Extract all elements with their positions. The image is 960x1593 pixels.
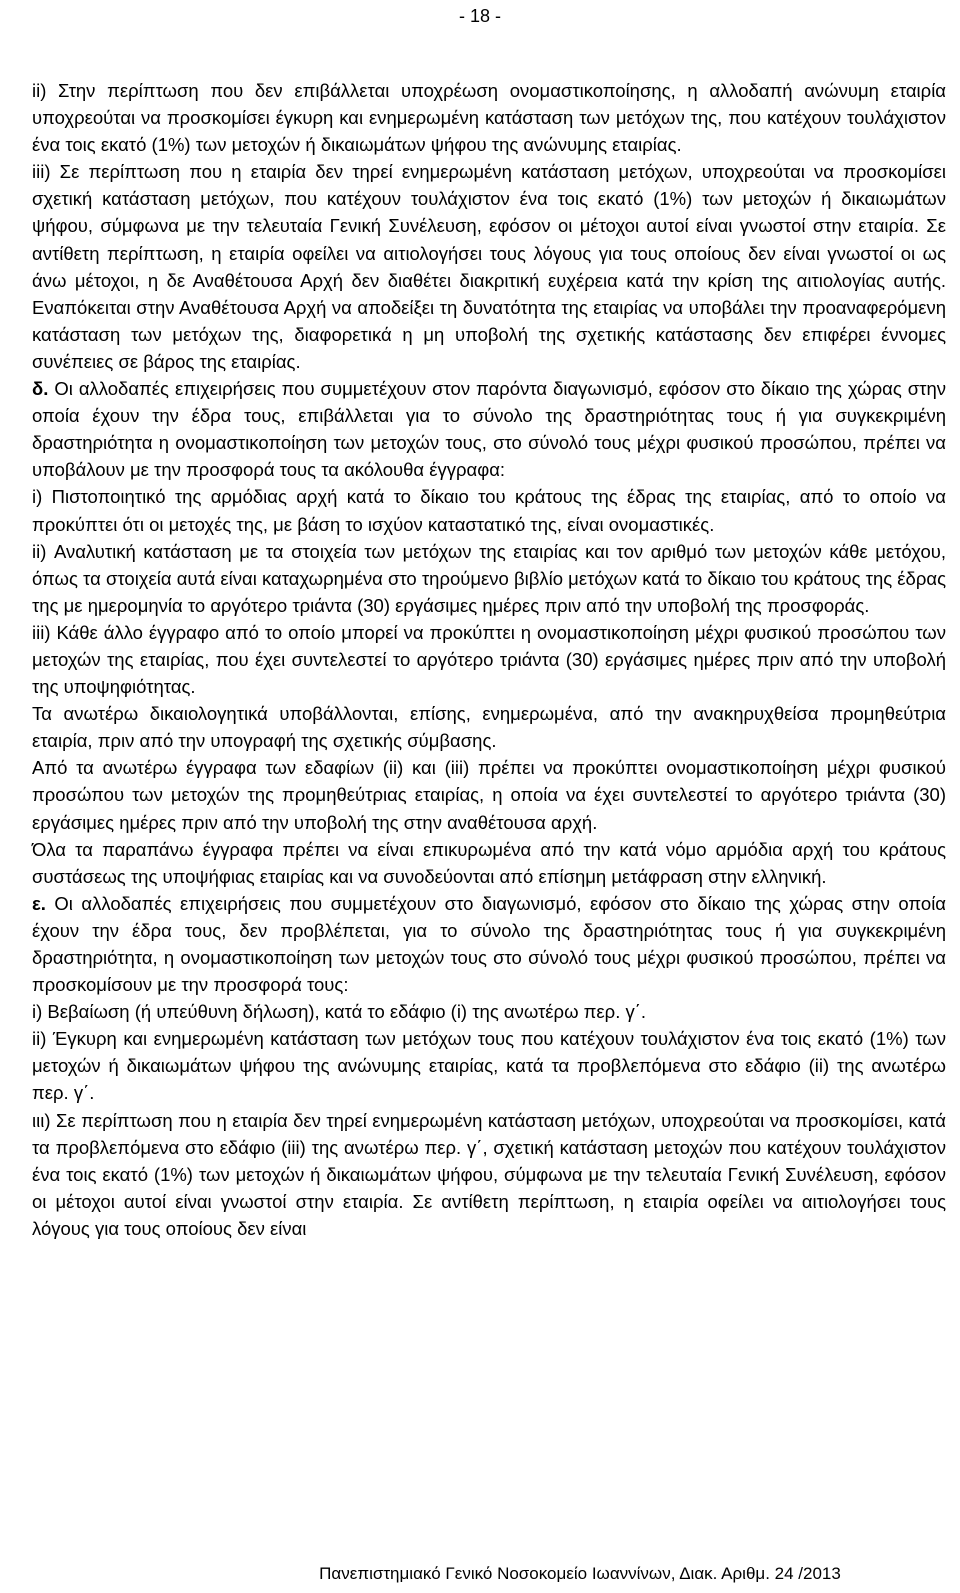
paragraph-d-iii-other-document: iii) Κάθε άλλο έγγραφο από το οποίο μπορεί να προκύπτει η ονομαστικοποίηση μέχρι φυσικού προσώπου των μετοχών της εταιρίας, που έχει συντελεστεί το αργότερο τριάντα (30) εργάσιμες ημέρες πριν από την υποβολή της υποψηφιότητας. — [32, 621, 946, 698]
paragraph-e-foreign-companies — [32, 890, 946, 998]
paragraph-e-ii-shareholder-list: ii) Έγκυρη και ενημερωμένη κατάσταση των μετόχων τους που κατέχουν τουλάχιστον ένα τοις εκατό (1%) των μετοχών ή δικαιωμάτων ψήφου της ανώνυμης εταιρίας, κατά τα προβλεπόμενα στο εδάφιο (ii) της ανωτέρω περ. γ΄. — [32, 1028, 946, 1104]
paragraph-d-i-certificate: i) Πιστοποιητικό της αρμόδιας αρχή κατά το δίκαιο του κράτους της έδρας της εταιρίας, από το οποίο να προκύπτει ότι οι μετοχές της, με βάση το ισχύον καταστατικό της, είναι ονομαστικές. — [32, 486, 946, 535]
paragraph-e-text: Οι αλλοδαπές επιχειρήσεις που συμμετέχουν στο διαγωνισμό, εφόσον στο δίκαιο της χώρας στην οποία έχουν την έδρα τους, δεν προβλέπεται, για το σύνολο της δραστηριότητας τους ή για συγκεκριμένη δραστηριότητα, η ονομαστικοποίηση των μετοχών τους στο σύνολό τους μέχρι φυσικού προσώπου, πρέπει να προσκομίσουν με την προσφορά τους: — [32, 892, 946, 996]
paragraph-naming-requirement: Από τα ανωτέρω έγγραφα των εδαφίων (ii) και (iii) πρέπει να προκύπτει ονομαστικοποίηση μέχρι φυσικού προσώπου των μετοχών της προμηθεύτριας εταιρίας, η οποία να έχει συντελεστεί το αργότερο τριάντα (30) εργάσιμες ημέρες πριν από την υποβολή της στην αναθέτουσα αρχή. — [32, 757, 946, 833]
paragraph-d-text: Οι αλλοδαπές επιχειρήσεις που συμμετέχουν στον παρόντα διαγωνισμό, εφόσον στο δίκαιο της χώρας στην οποία έχουν την έδρα τους, επιβάλλεται για το σύνολο της δραστηριότητας τους ή για συγκεκριμένη δραστηριότητα η ονομαστικοποίηση των μετοχών τους, στο σύνολό τους μέχρι φυσικού προσώπου, πρέπει να υποβάλουν με την προσφορά τους τα ακόλουθα έγγραφα: — [32, 378, 947, 481]
paragraph-certified-translation: Όλα τα παραπάνω έγγραφα πρέπει να είναι επικυρωμένα από την κατά νόμο αρμόδια αρχή του κράτους συστάσεως της υποψήφιας εταιρίας και να συνοδεύονται από επίσημη μετάφραση στην ελληνική. — [32, 838, 946, 887]
paragraph-d-ii-analytical-list: ii) Αναλυτική κατάσταση με τα στοιχεία των μετόχων της εταιρίας και τον αριθμό των μετοχών κάθε μετόχου, όπως τα στοιχεία αυτά είναι καταχωρημένα στο τηρούμενο βιβλίο μετόχων κατά το δίκαιο του κράτους της έδρας της με ημερομηνία το αργότερο τριάντα (30) εργάσιμες ημέρες πριν από την υποβολή της προσφοράς. — [32, 540, 946, 616]
page-number: - 18 - — [458, 6, 501, 26]
section-marker-e: ε. — [32, 892, 46, 914]
paragraph-e-iii-no-register: ιιι) Σε περίπτωση που η εταιρία δεν τηρεί ενημερωμένη κατάσταση μετόχων, υποχρεούται να προσκομίσει, κατά τα προβλεπόμενα στο εδάφιο (iii) της ανωτέρω περ. γ΄, σχετική κατάσταση μετοχών που κατέχουν τουλάχιστον ένα τοις εκατό (1%) των μετοχών ή δικαιωμάτων ψήφου, σύμφωνα με την τελευταία Γενική Συνέλευση, εφόσον οι μέτοχοι αυτοί είναι γνωστοί στην εταιρία. Σε αντίθετη περίπτωση, η εταιρία οφείλει να αιτιολογήσει τους λόγους για τους οποίους δεν είναι — [32, 1109, 946, 1239]
paragraph-ii-anonymous-shareholders: ii) Στην περίπτωση που δεν επιβάλλεται υποχρέωση ονομαστικοποίησης, η αλλοδαπή ανώνυμη εταιρία υποχρεούται να προσκομίσει έγκυρη και ενημερωμένη κατάσταση των μετόχων της, που κατέχουν τουλάχιστον ένα τοις εκατό (1%) των μετοχών ή δικαιωμάτων ψήφου της ανώνυμης εταιρίας. — [32, 80, 946, 156]
paragraph-d-foreign-companies — [32, 375, 946, 483]
paragraph-updated-documents: Τα ανωτέρω δικαιολογητικά υποβάλλονται, επίσης, ενημερωμένα, από την ανακηρυχθείσα προμηθεύτρια εταιρία, πριν από την υπογραφή της σχετικής σύμβασης. — [32, 703, 946, 752]
paragraph-iii-shareholder-list: iii) Σε περίπτωση που η εταιρία δεν τηρεί ενημερωμένη κατάσταση μετόχων, υποχρεούται να προσκομίσει σχετική κατάσταση μετόχων, που κατέχουν τουλάχιστον ένα τοις εκατό (1%) των μετοχών ή δικαιωμάτων ψήφου, σύμφωνα με την τελευταία Γενική Συνέλευση, εφόσον οι μέτοχοι αυτοί είναι γνωστοί στην εταιρία. Σε αντίθετη περίπτωση, η εταιρία οφείλει να αιτιολογήσει τους λόγους για τους οποίους δεν είναι γνωστοί οι ως άνω μέτοχοι, η δε Αναθέτουσα Αρχή δεν διαθέτει διακριτική ευχέρεια κατά την κρίση της αιτιολογίας αυτής. Εναπόκειται στην Αναθέτουσα Αρχή να αποδείξει τη δυνατότητα της εταιρίας να υποβάλει την προαναφερόμενη κατάσταση των μετόχων της, διαφορετικά η μη υποβολή της σχετικής κατάστασης δεν επιφέρει έννομες συνέπειες σε βάρος της εταιρίας. — [32, 161, 946, 372]
section-marker-d: δ. — [32, 378, 49, 400]
page-footer: Πανεπιστημιακό Γενικό Νοσοκομείο Ιωαννίνων, Διακ. Αριθμ. 24 /2013 — [319, 1564, 841, 1583]
paragraph-e-i-declaration: i) Βεβαίωση (ή υπεύθυνη δήλωση), κατά το εδάφιο (i) της ανωτέρω περ. γ΄. — [32, 1001, 647, 1023]
body-text — [32, 77, 946, 1242]
